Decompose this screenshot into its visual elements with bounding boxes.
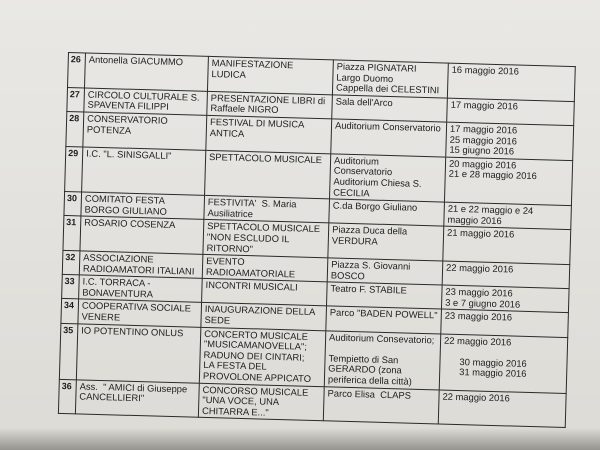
- date-cell-line: 25 maggio 2016: [449, 133, 518, 147]
- event-cell-line: "NON ESCLUDO IL: [206, 230, 290, 245]
- location-cell: [323, 386, 439, 424]
- organizer-cell-line: I.C. "L. SINISGALLI": [86, 147, 172, 161]
- location-cell: [327, 258, 443, 285]
- location-cell-line: Teatro F. STABILE: [330, 282, 408, 296]
- event-cell: [205, 150, 331, 199]
- event-cell-line: INCONTRI MUSICALI: [205, 279, 298, 293]
- event-cell-line: CHITARRA E...": [201, 404, 269, 418]
- row-number: 26: [68, 53, 86, 88]
- location-cell: [331, 119, 447, 157]
- date-cell-line: 21 e 22 maggio e 24: [447, 202, 534, 217]
- location-cell-line: Auditorium Chiesa S.: [333, 175, 422, 189]
- date-cell-line: 20 maggio 2016: [448, 157, 517, 171]
- location-cell-line: VERDURA: [331, 234, 378, 247]
- event-cell-line: LA FESTA DEL: [203, 359, 267, 373]
- date-cell-line: 16 maggio 2016: [451, 63, 520, 77]
- date-cell: [438, 390, 566, 428]
- location-cell-line: Auditorium: [333, 154, 380, 167]
- date-cell-line: 17 maggio 2016: [450, 98, 519, 112]
- organizer-cell: [85, 53, 209, 91]
- date-cell: [447, 98, 575, 126]
- organizer-cell-line: RADIOAMATORI ITALIANI: [82, 262, 195, 277]
- event-cell-line: CONCORSO MUSICALE: [202, 383, 309, 398]
- event-cell: [203, 220, 329, 258]
- location-cell-line: Largo Duomo: [336, 71, 394, 84]
- event-cell-line: Raffaele NIGRO: [210, 102, 279, 116]
- event-cell-line: INAUGURAZIONE DELLA: [204, 303, 316, 318]
- event-cell-line: ANTICA: [209, 126, 245, 139]
- date-cell-line: 21 maggio 2016: [446, 226, 515, 240]
- date-cell-line: maggio 2016: [447, 213, 502, 226]
- location-cell-line: Piazza S. Giovanni: [331, 258, 411, 272]
- location-cell-line: Tempietto di San: [328, 352, 399, 366]
- organizer-cell: [82, 147, 206, 196]
- organizer-cell-line: ROSARIO COSENZA: [84, 216, 176, 231]
- date-cell: [444, 202, 572, 230]
- location-cell-line: Parco "BADEN POWELL": [329, 306, 438, 321]
- organizer-cell: [78, 299, 202, 327]
- date-cell: [447, 63, 575, 101]
- location-cell: [326, 306, 442, 333]
- location-cell-line: Auditorium Conservatorio: [334, 119, 441, 134]
- location-cell: [324, 330, 441, 389]
- date-cell-line: 22 maggio 2016: [442, 390, 510, 404]
- event-cell-line: "UNA VOCE, UNA: [202, 394, 280, 408]
- location-cell-line: Piazza PIGNATARI: [336, 60, 417, 74]
- event-cell-line: CONCERTO MUSICALE: [204, 327, 309, 342]
- location-cell: [329, 199, 445, 226]
- location-cell: [327, 282, 443, 309]
- event-cell: [198, 383, 324, 421]
- organizer-cell-line: I.C. TORRACA -: [82, 275, 151, 289]
- organizer-cell-line: VENERE: [81, 310, 121, 323]
- organizer-cell: [75, 379, 199, 417]
- row-number: 29: [65, 146, 83, 192]
- date-cell-line: 30 maggio 2016: [459, 355, 527, 369]
- organizer-cell: [79, 275, 203, 303]
- event-cell-line: FESTIVITA' S. Maria: [207, 196, 297, 210]
- organizer-cell: [79, 251, 203, 279]
- organizer-cell: [80, 216, 204, 254]
- location-cell-line: Conservatorio: [333, 164, 393, 178]
- page-edge-shadow: [0, 428, 600, 450]
- date-cell: [444, 157, 572, 206]
- date-cell-line: 22 maggio 2016: [443, 334, 512, 348]
- location-cell: [329, 154, 445, 203]
- row-number: 36: [58, 379, 76, 414]
- location-cell-line: Sala dell'Arco: [335, 95, 393, 108]
- event-cell-line: SPETTACOLO MUSICALE: [207, 220, 321, 235]
- event-cell-line: RITORNO": [206, 241, 254, 254]
- event-cell-line: RADIOAMATORIALE: [205, 265, 296, 280]
- organizer-cell-line: POTENZA: [86, 123, 132, 136]
- location-cell: [328, 223, 444, 261]
- location-cell: [332, 95, 448, 122]
- event-cell-line: "MUSICAMANOVELLA";: [203, 338, 308, 353]
- row-number: 31: [63, 216, 81, 251]
- event-cell: [204, 195, 330, 223]
- date-cell-line: 22 maggio 2016: [445, 261, 514, 275]
- location-cell-line: Piazza Duca della: [332, 223, 408, 237]
- location-cell-line: C.da Borgo Giuliano: [332, 199, 418, 213]
- event-cell: [202, 279, 328, 307]
- row-number: 35: [59, 323, 78, 379]
- row-number: 27: [67, 87, 85, 112]
- date-cell: [441, 309, 569, 337]
- date-cell-line: 23 maggio 2016: [444, 310, 513, 323]
- organizer-cell-line: BONAVENTURA: [82, 286, 154, 300]
- location-cell-line: CECILIA: [333, 185, 370, 199]
- organizer-cell-line: SPAVENTA FILIPPI: [87, 98, 169, 113]
- date-cell-line: 23 maggio 2016: [445, 285, 513, 299]
- event-cell-line: PRESENTAZIONE LIBRI di: [210, 91, 326, 106]
- event-cell-line: RADUNO DEI CINTARI;: [203, 348, 305, 363]
- organizer-cell-line: CONSERVATORIO: [87, 112, 168, 126]
- date-cell-line: 3 e 7 giugno 2016: [445, 296, 521, 310]
- organizer-cell: [84, 88, 208, 116]
- organizer-cell-line: Ass. " AMICI di Giuseppe: [79, 380, 188, 395]
- row-number: 33: [62, 275, 80, 300]
- organizer-cell-line: COOPERATIVA SOCIALE: [81, 299, 192, 314]
- organizer-cell: [83, 112, 207, 150]
- organizer-cell: [76, 324, 201, 383]
- location-cell-line: Auditorium Consevatorio;: [329, 331, 435, 345]
- event-cell-line: EVENTO: [206, 255, 245, 268]
- event-cell-line: SPETTACOLO MUSICALE: [208, 150, 323, 165]
- event-cell: [201, 303, 327, 331]
- events-table: [58, 52, 576, 428]
- events-table-body: [58, 53, 575, 428]
- events-table-sheet: [58, 52, 576, 428]
- organizer-cell-line: COMITATO FESTA: [84, 192, 166, 206]
- location-cell-line: BOSCO: [330, 269, 365, 282]
- row-number: 28: [66, 111, 84, 146]
- event-cell-line: Ausiliatrice: [207, 206, 254, 219]
- event-cell: [199, 327, 326, 386]
- date-cell-line: 21 e 28 maggio 2016: [448, 168, 537, 182]
- location-cell-line: periferica della città): [327, 373, 412, 387]
- row-number: 32: [62, 251, 80, 276]
- event-cell: [207, 56, 333, 94]
- date-cell: [441, 285, 569, 313]
- event-cell: [206, 115, 332, 153]
- organizer-cell-line: Antonella GIACUMMO: [88, 53, 184, 68]
- event-cell: [207, 91, 333, 119]
- date-cell: [439, 334, 568, 393]
- organizer-cell-line: CIRCOLO CULTURALE S.: [87, 88, 200, 103]
- event-cell-line: FESTIVAL DI MUSICA: [209, 115, 305, 130]
- organizer-cell-line: IO POTENTINO ONLUS: [81, 324, 184, 338]
- event-cell-line: SEDE: [204, 313, 231, 326]
- date-cell: [446, 122, 574, 160]
- organizer-cell-line: BORGO GIULIANO: [84, 203, 168, 217]
- event-cell: [202, 254, 328, 282]
- organizer-cell-line: CANCELLIERI": [79, 390, 145, 404]
- date-cell: [442, 261, 570, 289]
- event-cell-line: MANIFESTAZIONE LUDICA: [211, 57, 297, 80]
- date-cell-line: 31 maggio 2016: [459, 366, 527, 380]
- date-cell: [443, 226, 571, 264]
- row-number: 30: [64, 192, 82, 217]
- date-cell-line: 17 maggio 2016: [449, 122, 518, 136]
- location-cell: [332, 60, 448, 98]
- organizer-cell-line: ASSOCIAZIONE: [83, 251, 154, 265]
- location-cell-line: GERARDO (zona: [328, 362, 402, 376]
- location-cell-line: Cappella dei CELESTINI: [335, 81, 440, 96]
- event-cell-line: PROVOLONE APPICATO: [202, 369, 312, 384]
- location-cell-line: Parco Elisa CLAPS: [327, 387, 412, 401]
- date-cell-line: 15 giugno 2016: [449, 143, 515, 157]
- row-number: 34: [61, 299, 79, 324]
- organizer-cell: [81, 192, 205, 220]
